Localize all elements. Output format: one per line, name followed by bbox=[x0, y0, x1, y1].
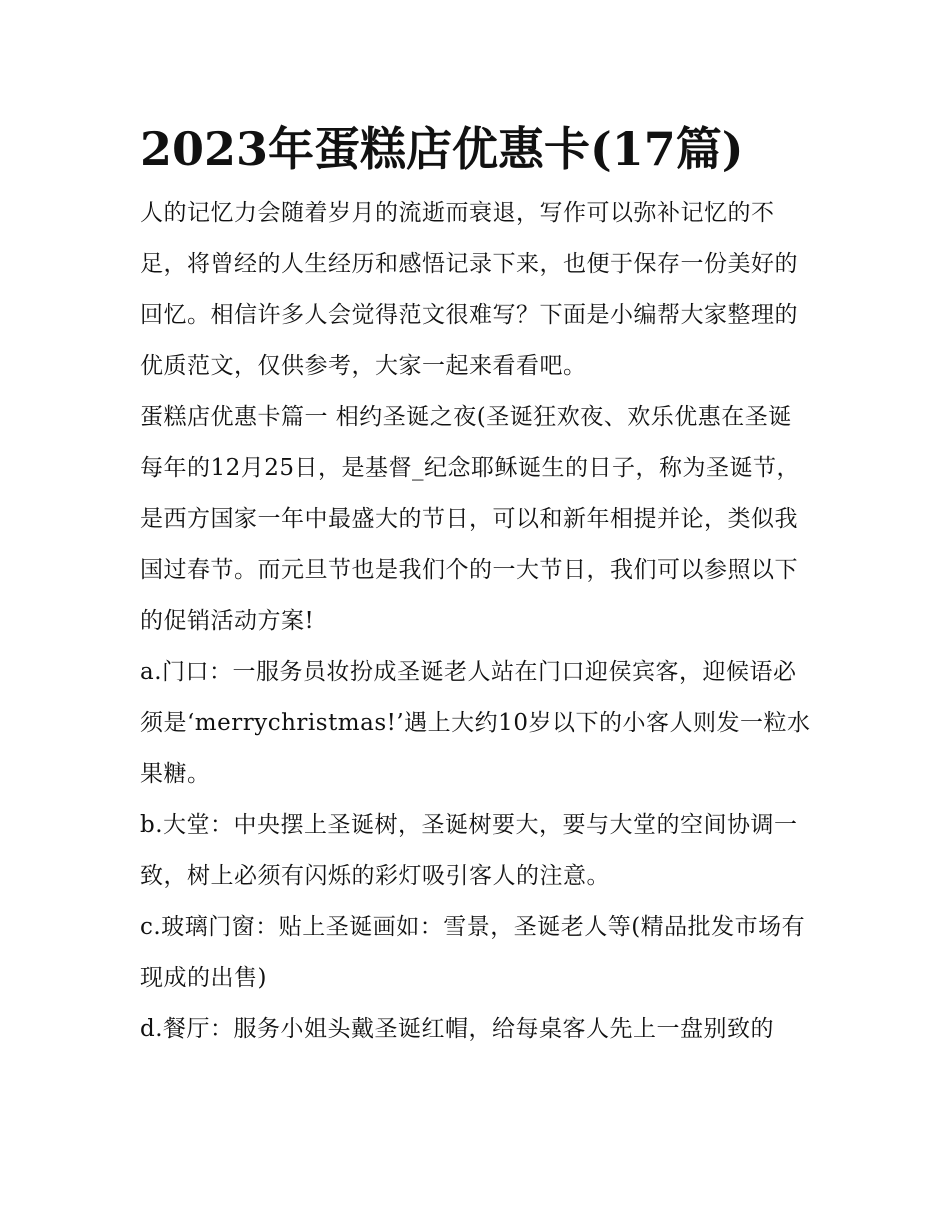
document-title: 2023年蛋糕店优惠卡(17篇) bbox=[140, 122, 744, 176]
document-page bbox=[140, 118, 815, 1055]
intro-paragraph: 人的记忆力会随着岁月的流逝而衰退，写作可以弥补记忆的不足，将曾经的人生经历和感悟记录下来，也便于保存一份美好的回忆。相信许多人会觉得范文很难写？下面是小编帮大家整理的优质范文，仅供参考，大家一起来看看吧。 bbox=[140, 200, 798, 379]
body-paragraph: 每年的12月25日，是基督_纪念耶稣诞生的日子，称为圣诞节，是西方国家一年中最盛大的节日，可以和新年相提并论，类似我国过春节。而元旦节也是我们个的一大节日，我们可以参照以下的促销活动方案! bbox=[140, 455, 801, 634]
list-item-a: a.门口：一服务员妆扮成圣诞老人站在门口迎侯宾客，迎候语必须是‘merrychristmas!’遇上大约10岁以下的小客人则发一粒水果糖。 bbox=[140, 659, 811, 787]
section-heading: 蛋糕店优惠卡篇一 相约圣诞之夜(圣诞狂欢夜、欢乐优惠在圣诞 bbox=[140, 404, 792, 430]
list-item-c: c.玻璃门窗：贴上圣诞画如：雪景，圣诞老人等(精品批发市场有现成的出售) bbox=[140, 914, 806, 991]
document-body bbox=[140, 188, 815, 1055]
list-item-d: d.餐厅：服务小姐头戴圣诞红帽，给每桌客人先上一盘别致的 bbox=[140, 1016, 775, 1042]
list-item-b: b.大堂：中央摆上圣诞树，圣诞树要大，要与大堂的空间协调一致，树上必须有闪烁的彩灯吸引客人的注意。 bbox=[140, 812, 798, 889]
